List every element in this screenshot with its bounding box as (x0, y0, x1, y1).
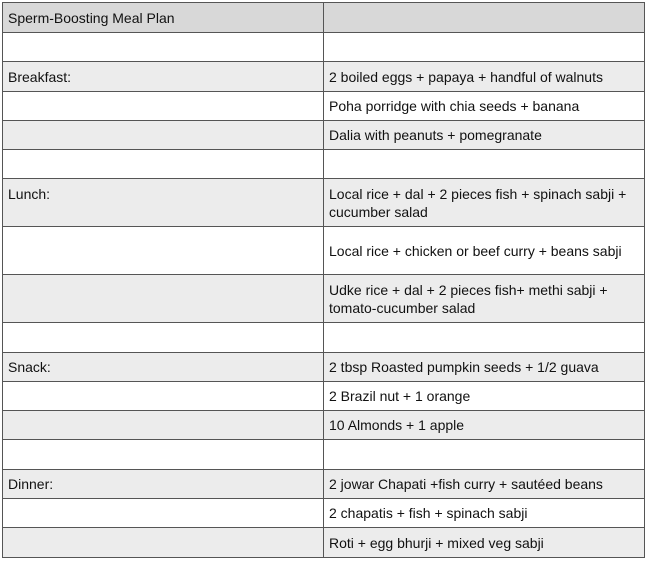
meal-option: 2 tbsp Roasted pumpkin seeds + 1/2 guava (324, 353, 645, 382)
table-row (3, 179, 645, 227)
section-label-lunch: Lunch: (3, 179, 324, 227)
empty-cell (3, 528, 324, 558)
empty-cell (3, 92, 324, 121)
table-row (3, 353, 645, 382)
empty-cell (3, 499, 324, 528)
empty-cell (3, 275, 324, 323)
header-row (3, 3, 645, 33)
table-row (3, 499, 645, 528)
empty-cell (3, 323, 324, 353)
empty-cell (324, 33, 645, 62)
table-row (3, 470, 645, 499)
table-row (3, 382, 645, 411)
table-row (3, 528, 645, 558)
meal-option: Poha porridge with chia seeds + banana (324, 92, 645, 121)
spacer-row (3, 150, 645, 179)
empty-cell (3, 382, 324, 411)
empty-cell (324, 440, 645, 470)
section-label-breakfast: Breakfast: (3, 62, 324, 92)
section-label-snack: Snack: (3, 353, 324, 382)
table-row (3, 121, 645, 150)
empty-cell (324, 150, 645, 179)
table-row (3, 275, 645, 323)
empty-cell (3, 411, 324, 440)
empty-cell (3, 227, 324, 275)
meal-option: Roti + egg bhurji + mixed veg sabji (324, 528, 645, 558)
header-empty-cell (324, 3, 645, 33)
table-row (3, 92, 645, 121)
meal-option: 10 Almonds + 1 apple (324, 411, 645, 440)
meal-option: 2 chapatis + fish + spinach sabji (324, 499, 645, 528)
meal-option: 2 boiled eggs + papaya + handful of walnuts (324, 62, 645, 92)
table-row (3, 227, 645, 275)
meal-option: Dalia with peanuts + pomegranate (324, 121, 645, 150)
section-label-dinner: Dinner: (3, 470, 324, 499)
meal-option: Udke rice + dal + 2 pieces fish+ methi sabji + tomato-cucumber salad (324, 275, 645, 323)
spacer-row (3, 323, 645, 353)
empty-cell (3, 440, 324, 470)
table-row (3, 62, 645, 92)
empty-cell (3, 150, 324, 179)
spacer-row (3, 440, 645, 470)
meal-option: Local rice + dal + 2 pieces fish + spinach sabji + cucumber salad (324, 179, 645, 227)
table-title: Sperm-Boosting Meal Plan (3, 3, 324, 33)
spacer-row (3, 33, 645, 62)
meal-plan-table (2, 2, 645, 558)
empty-cell (3, 33, 324, 62)
table-row (3, 411, 645, 440)
meal-option: Local rice + chicken or beef curry + beans sabji (324, 227, 645, 275)
meal-option: 2 Brazil nut + 1 orange (324, 382, 645, 411)
meal-option: 2 jowar Chapati +fish curry + sautéed beans (324, 470, 645, 499)
empty-cell (3, 121, 324, 150)
empty-cell (324, 323, 645, 353)
